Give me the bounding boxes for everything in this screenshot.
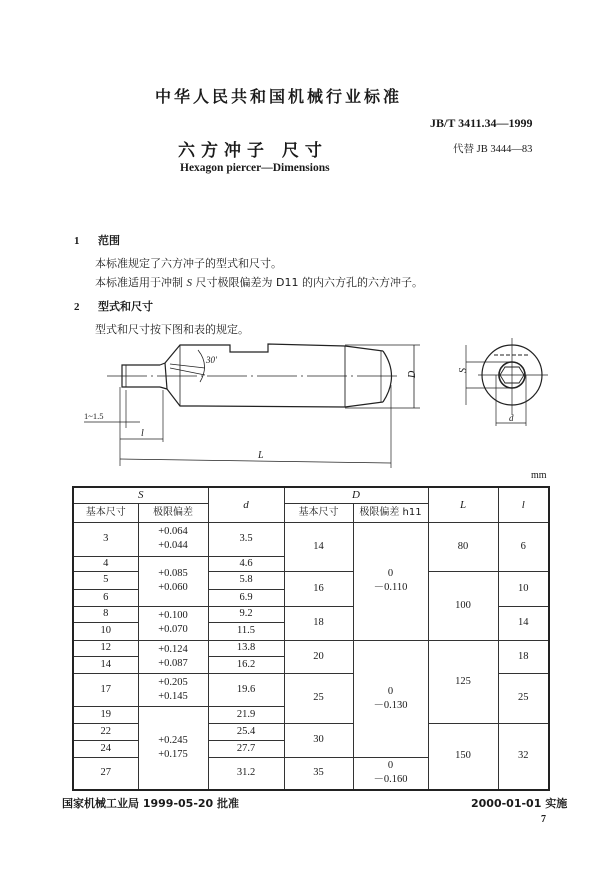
symbol-s: S — [186, 277, 192, 289]
cell-D-dev — [353, 757, 428, 790]
table-row — [73, 522, 549, 556]
effective-date: 2000-01-01 实施 — [471, 797, 568, 810]
dev-upper: +0.124 — [158, 643, 188, 655]
section-number: 1 — [74, 235, 80, 247]
cell-S: 12 — [73, 640, 138, 656]
cell-l: 18 — [498, 640, 549, 673]
angle-label: 30′ — [206, 355, 217, 365]
cell-D-dev — [353, 522, 428, 640]
dev-upper: +0.245 — [158, 734, 188, 746]
dev-lower: +0.175 — [158, 748, 188, 760]
cell-S: 5 — [73, 571, 138, 589]
dev-lower: +0.087 — [158, 657, 188, 669]
dev-lower: +0.044 — [158, 540, 188, 551]
cell-L: 125 — [428, 640, 498, 723]
cell-S: 4 — [73, 556, 138, 571]
hexagon-piercer-drawing — [0, 330, 600, 480]
cell-L: 150 — [428, 723, 498, 790]
section-title: 型式和尺寸 — [98, 300, 153, 313]
cell-S: 24 — [73, 740, 138, 757]
section-title: 范围 — [98, 234, 120, 247]
dev-lower: －0.160 — [373, 774, 408, 786]
cell-S-dev — [138, 706, 208, 790]
dev-lower: －0.130 — [373, 699, 408, 711]
chamfer-label: 1~1.5 — [84, 411, 104, 421]
D-label: D — [407, 370, 418, 378]
cell-S: 22 — [73, 723, 138, 740]
cell-d: 31.2 — [208, 757, 284, 790]
cell-D-basic: 35 — [284, 757, 353, 790]
cell-d: 25.4 — [208, 723, 284, 740]
standard-number: JB/T 3411.34—1999 — [430, 116, 533, 130]
header-D-basic: 基本尺寸 — [284, 503, 353, 522]
document-title: 六方冲子 尺寸 — [178, 141, 328, 161]
l-label: l — [141, 428, 144, 439]
dimensions-table — [72, 486, 550, 791]
cell-d: 5.8 — [208, 571, 284, 589]
cell-S-dev — [138, 606, 208, 640]
cell-d: 27.7 — [208, 740, 284, 757]
cell-S: 17 — [73, 673, 138, 706]
replaces-note: 代替 JB 3444—83 — [453, 144, 533, 155]
cell-d: 13.8 — [208, 640, 284, 656]
section-2-heading — [74, 298, 153, 314]
section-1-heading — [74, 232, 120, 248]
unit-label: mm — [531, 470, 547, 481]
cell-d: 11.5 — [208, 622, 284, 640]
cell-d: 3.5 — [208, 522, 284, 556]
header-S-basic: 基本尺寸 — [73, 503, 138, 522]
L-label: L — [258, 450, 264, 461]
cell-D-basic: 16 — [284, 571, 353, 606]
cell-S: 6 — [73, 589, 138, 606]
cell-d: 21.9 — [208, 706, 284, 723]
S-label: S — [458, 368, 469, 373]
cell-d: 19.6 — [208, 673, 284, 706]
cell-l: 14 — [498, 606, 549, 640]
cell-L: 100 — [428, 571, 498, 640]
dev-lower: +0.060 — [158, 582, 188, 593]
cell-D-basic: 20 — [284, 640, 353, 673]
dev-upper: 0 — [387, 760, 394, 772]
header-S-dev: 极限偏差 — [138, 503, 208, 522]
paragraph — [95, 274, 423, 290]
cell-S-dev — [138, 640, 208, 673]
dev-upper: +0.085 — [158, 568, 188, 579]
cell-S: 8 — [73, 606, 138, 622]
cell-d: 9.2 — [208, 606, 284, 622]
cell-l: 32 — [498, 723, 549, 790]
header-D-dev: 极限偏差 h11 — [353, 503, 428, 522]
cell-D-basic: 18 — [284, 606, 353, 640]
org-title: 中华人民共和国机械行业标准 — [155, 87, 403, 106]
cell-D-basic: 14 — [284, 522, 353, 571]
cell-d: 4.6 — [208, 556, 284, 571]
english-title: Hexagon piercer—Dimensions — [180, 162, 330, 174]
cell-S-dev — [138, 522, 208, 556]
dev-upper: +0.100 — [158, 610, 188, 621]
dev-upper: +0.205 — [158, 676, 188, 688]
header-l: l — [498, 487, 549, 522]
cell-l: 6 — [498, 522, 549, 571]
table-row — [73, 640, 549, 656]
section-number: 2 — [74, 301, 80, 313]
dev-lower: +0.070 — [158, 624, 188, 635]
header-D: D — [284, 487, 428, 503]
dev-upper: 0 — [387, 568, 394, 579]
header-row — [73, 487, 549, 503]
cell-S: 3 — [73, 522, 138, 556]
cell-S: 27 — [73, 757, 138, 790]
cell-S: 10 — [73, 622, 138, 640]
paragraph: 本标准规定了六方冲子的型式和尺寸。 — [95, 257, 282, 270]
text-span: 本标准适用于冲制 — [95, 276, 187, 289]
dev-upper: +0.064 — [158, 526, 188, 537]
d-label: d — [509, 413, 514, 423]
cell-S-dev — [138, 673, 208, 706]
approval-note: 国家机械工业局 1999-05-20 批准 — [62, 797, 240, 810]
cell-D-basic: 25 — [284, 673, 353, 723]
cell-D-basic: 30 — [284, 723, 353, 757]
dev-lower: －0.110 — [373, 582, 408, 593]
cell-d: 6.9 — [208, 589, 284, 606]
cell-S-dev — [138, 556, 208, 606]
header-L: L — [428, 487, 498, 522]
cell-l: 10 — [498, 571, 549, 606]
cell-d: 16.2 — [208, 656, 284, 673]
cell-l: 25 — [498, 673, 549, 723]
cell-S: 19 — [73, 706, 138, 723]
cell-D-dev — [353, 640, 428, 757]
header-S: S — [73, 487, 208, 503]
dev-lower: +0.145 — [158, 690, 188, 702]
cell-S: 14 — [73, 656, 138, 673]
text-span: 尺寸极限偏差为 D11 的内六方孔的六方冲子。 — [192, 276, 423, 289]
dev-upper: 0 — [387, 685, 394, 697]
paragraph: 型式和尺寸按下图和表的规定。 — [95, 323, 249, 336]
header-d: d — [208, 487, 284, 522]
page-number: 7 — [541, 814, 546, 825]
cell-L: 80 — [428, 522, 498, 571]
